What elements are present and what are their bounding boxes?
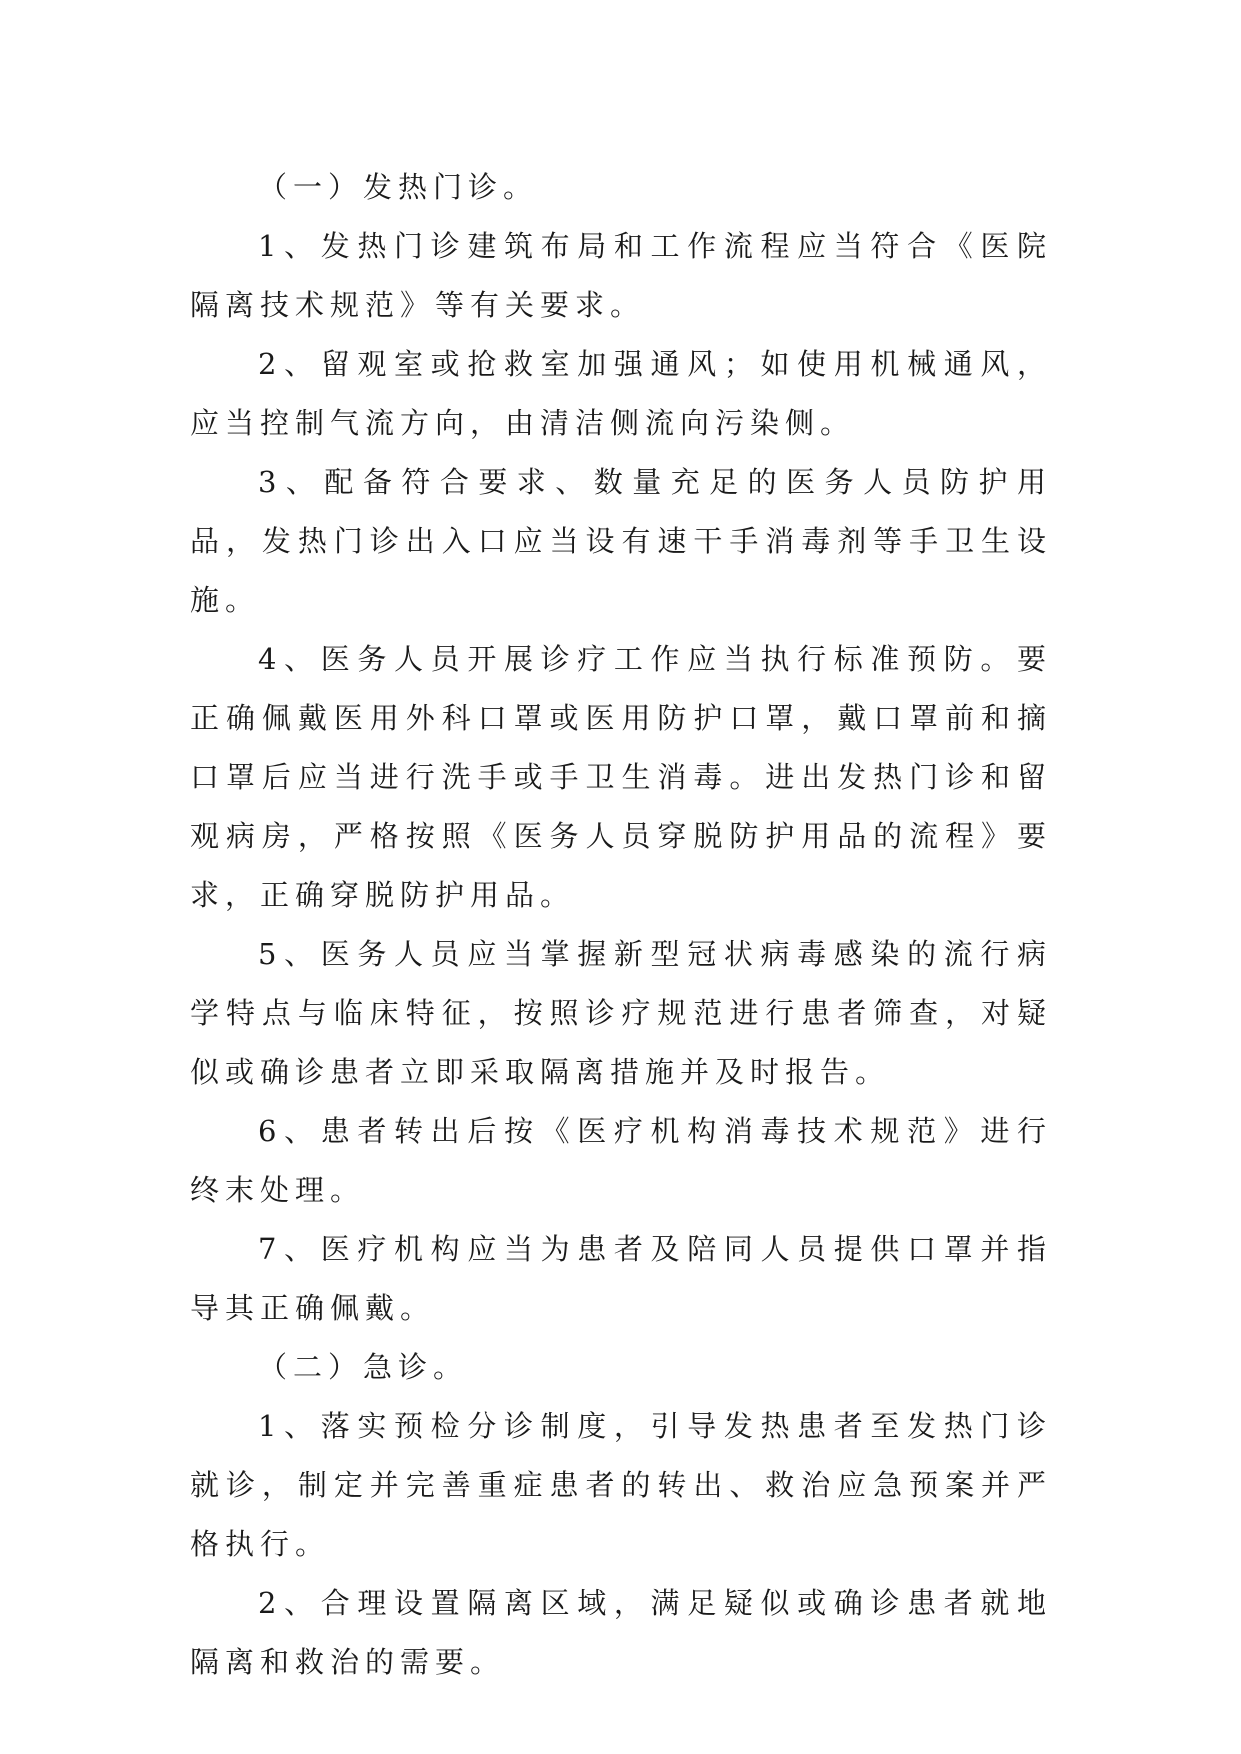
section-heading-fever-clinic: （一）发热门诊。 [258,170,539,204]
document-body [190,158,1052,1692]
section-heading-emergency: （二）急诊。 [258,1350,469,1384]
paragraph-1-3: 3、配备符合要求、数量充足的医务人员防护用品，发热门诊出入口应当设有速干手消毒剂等手卫生设施。 [190,465,1052,617]
paragraph-2-2: 2、合理设置隔离区域，满足疑似或确诊患者就地隔离和救治的需要。 [190,1586,1052,1679]
paragraph-1-7: 7、医疗机构应当为患者及陪同人员提供口罩并指导其正确佩戴。 [190,1232,1052,1325]
paragraph-1-2: 2、留观室或抢救室加强通风；如使用机械通风，应当控制气流方向，由清洁侧流向污染侧。 [190,347,1052,440]
paragraph-1-1: 1、发热门诊建筑布局和工作流程应当符合《医院隔离技术规范》等有关要求。 [190,229,1052,322]
paragraph-1-5: 5、医务人员应当掌握新型冠状病毒感染的流行病学特点与临床特征，按照诊疗规范进行患者筛查，对疑似或确诊患者立即采取隔离措施并及时报告。 [190,937,1052,1089]
paragraph-2-1: 1、落实预检分诊制度，引导发热患者至发热门诊就诊，制定并完善重症患者的转出、救治应急预案并严格执行。 [190,1409,1052,1561]
paragraph-1-6: 6、患者转出后按《医疗机构消毒技术规范》进行终末处理。 [190,1114,1052,1207]
paragraph-1-4: 4、医务人员开展诊疗工作应当执行标准预防。要正确佩戴医用外科口罩或医用防护口罩，戴口罩前和摘口罩后应当进行洗手或手卫生消毒。进出发热门诊和留观病房，严格按照《医务人员穿脱防护用品的流程》要求，正确穿脱防护用品。 [190,642,1052,912]
